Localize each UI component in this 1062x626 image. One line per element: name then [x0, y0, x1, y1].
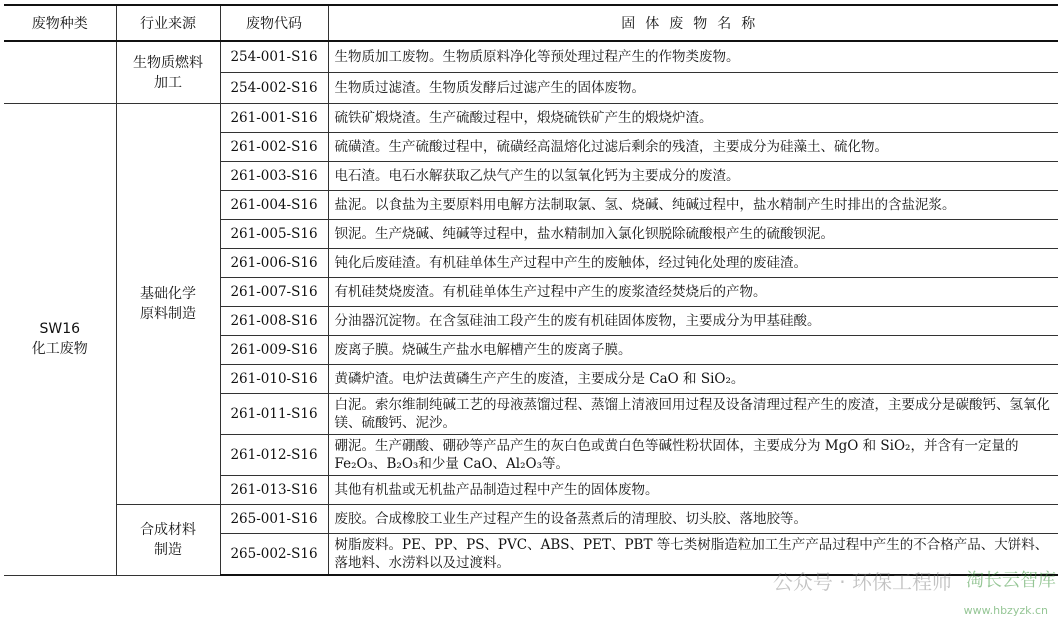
- waste-description: 废离子膜。烧碱生产盐水电解槽产生的废离子膜。: [328, 336, 1058, 365]
- waste-code: 261-011-S16: [220, 394, 328, 435]
- table-header-row: [4, 5, 1058, 41]
- source-line: 原料制造: [140, 306, 196, 322]
- waste-code: 261-012-S16: [220, 435, 328, 476]
- watermark-url: www.hbzyzk.cn: [963, 604, 1048, 617]
- table-row: [4, 505, 1058, 534]
- waste-description: 钝化后废硅渣。有机硅单体生产过程中产生的废触体，经过钝化处理的废硅渣。: [328, 249, 1058, 278]
- category-cell: [4, 104, 116, 576]
- source-line: 加工: [154, 74, 182, 91]
- header-name: 固体废物名称: [328, 5, 1058, 41]
- waste-code: 261-013-S16: [220, 476, 328, 505]
- waste-description: 钡泥。生产烧碱、纯碱等过程中，盐水精制加入氯化钡脱除硫酸根产生的硫酸钡泥。: [328, 220, 1058, 249]
- table-row: [4, 104, 1058, 133]
- waste-description: 黄磷炉渣。电炉法黄磷生产产生的废渣，主要成分是 CaO 和 SiO₂。: [328, 365, 1058, 394]
- waste-code: 261-010-S16: [220, 365, 328, 394]
- waste-description: 生物质加工废物。生物质原料净化等预处理过程产生的作物类废物。: [328, 41, 1058, 73]
- source-cell-biomass: [116, 41, 220, 104]
- watermark-right: 淘长云智库: [966, 570, 1056, 591]
- source-line: 基础化学: [140, 286, 196, 302]
- waste-code: 261-008-S16: [220, 307, 328, 336]
- category-code: SW16: [39, 321, 81, 338]
- table-row: [4, 41, 1058, 73]
- waste-code: 261-009-S16: [220, 336, 328, 365]
- watermark-left: 公众号 · 环保工程师: [772, 570, 952, 594]
- source-cell-basic-chemical: [116, 104, 220, 505]
- category-cell-empty: [4, 41, 116, 104]
- source-line: 制造: [154, 541, 182, 558]
- header-category: 废物种类: [4, 5, 116, 41]
- header-code: 废物代码: [220, 5, 328, 41]
- waste-description: 有机硅焚烧废渣。有机硅单体生产过程中产生的废浆渣经焚烧后的产物。: [328, 278, 1058, 307]
- waste-code: 261-001-S16: [220, 104, 328, 133]
- waste-description: 硫铁矿煅烧渣。生产硫酸过程中，煅烧硫铁矿产生的煅烧炉渣。: [328, 104, 1058, 133]
- category-name: 化工废物: [31, 341, 88, 358]
- waste-description: 盐泥。以食盐为主要原料用电解方法制取氯、氢、烧碱、纯碱过程中，盐水精制产生时排出的含盐泥浆。: [328, 191, 1058, 220]
- waste-code: 261-007-S16: [220, 278, 328, 307]
- waste-description: 生物质过滤渣。生物质发酵后过滤产生的固体废物。: [328, 73, 1058, 104]
- waste-table: [4, 4, 1058, 576]
- waste-description: 硫磺渣。生产硫酸过程中，硫磺经高温熔化过滤后剩余的残渣，主要成分为硅藻土、硫化物。: [328, 133, 1058, 162]
- waste-code: 261-006-S16: [220, 249, 328, 278]
- waste-description: 其他有机盐或无机盐产品制造过程中产生的固体废物。: [328, 476, 1058, 505]
- waste-description: 硼泥。生产硼酸、硼砂等产品产生的灰白色或黄白色等碱性粉状固体，主要成分为 MgO 和 SiO₂，并含有一定量的 Fe₂O₃、B₂O₃和少量 CaO、Al₂O₃等。: [328, 435, 1058, 476]
- waste-description: 树脂废料。PE、PP、PS、PVC、ABS、PET、PBT 等七类树脂造粒加工生产产品过程中产生的不合格产品、大饼料、落地料、水涝料以及过渡料。: [328, 534, 1058, 576]
- waste-code: 261-003-S16: [220, 162, 328, 191]
- waste-code: 254-002-S16: [220, 73, 328, 104]
- source-line: 合成材料: [140, 521, 196, 538]
- source-line: 生物质燃料: [133, 54, 203, 71]
- header-source: 行业来源: [116, 5, 220, 41]
- source-cell-synthetic-material: [116, 505, 220, 576]
- waste-code: 261-004-S16: [220, 191, 328, 220]
- waste-description: 电石渣。电石水解获取乙炔气产生的以氢氧化钙为主要成分的废渣。: [328, 162, 1058, 191]
- waste-code: 261-005-S16: [220, 220, 328, 249]
- waste-description: 白泥。索尔维制纯碱工艺的母液蒸馏过程、蒸馏上清液回用过程及设备清理过程产生的废渣，主要成分是碳酸钙、氢氧化镁、硫酸钙、泥沙。: [328, 394, 1058, 435]
- waste-code: 265-002-S16: [220, 534, 328, 576]
- waste-code: 265-001-S16: [220, 505, 328, 534]
- waste-code: 261-002-S16: [220, 133, 328, 162]
- waste-code: 254-001-S16: [220, 41, 328, 73]
- waste-description: 废胶。合成橡胶工业生产过程产生的设备蒸煮后的清理胶、切头胶、落地胶等。: [328, 505, 1058, 534]
- waste-description: 分油器沉淀物。在含氢硅油工段产生的废有机硅固体废物，主要成分为甲基硅酸。: [328, 307, 1058, 336]
